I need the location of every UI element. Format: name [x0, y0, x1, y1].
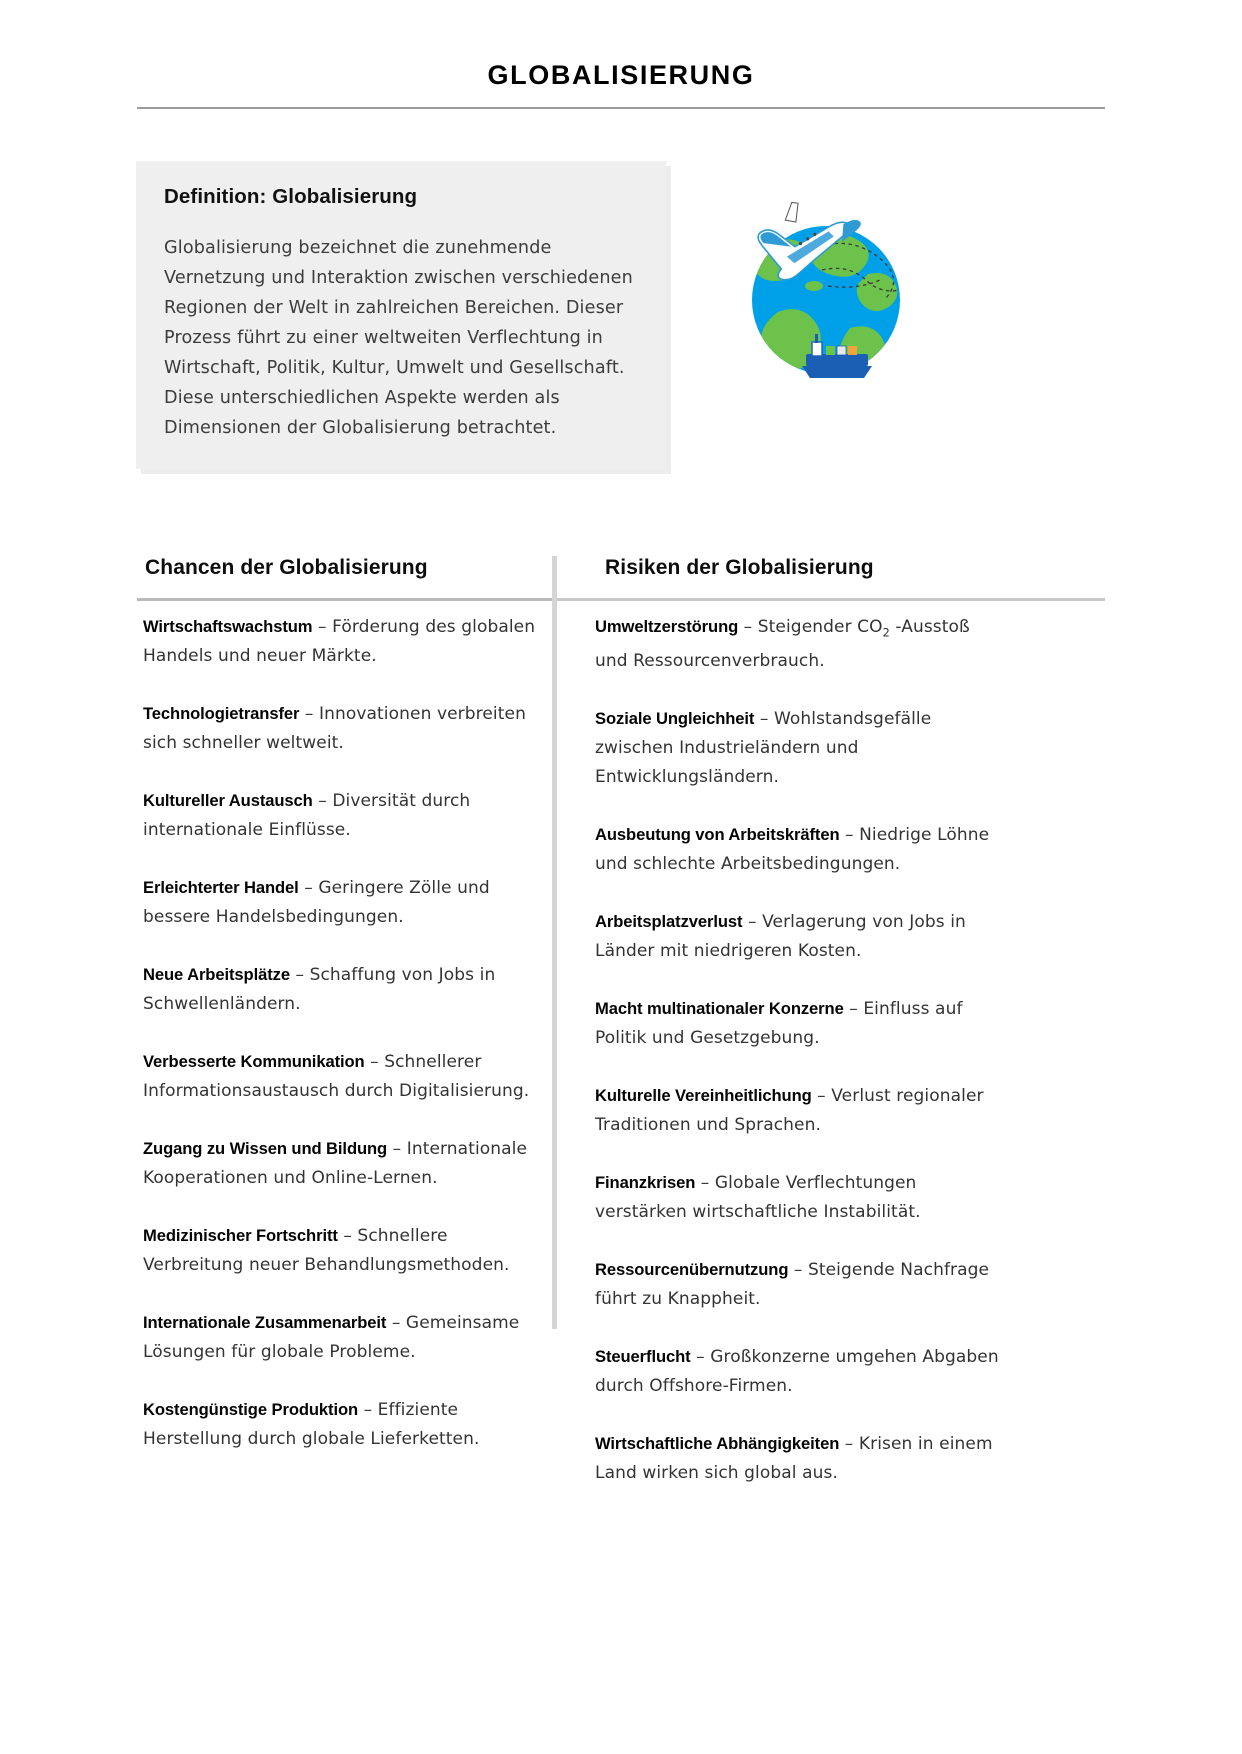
column-risiken-list [589, 612, 1005, 1488]
entry-dash: – [742, 912, 763, 933]
list-item [143, 873, 543, 932]
list-item [143, 612, 543, 671]
list-item [595, 1081, 1005, 1140]
entry-term: Kultureller Austausch [143, 791, 313, 810]
entry-dash: – [364, 1052, 385, 1072]
list-item [595, 704, 1005, 792]
entry-term: Umweltzerstörung [595, 617, 739, 636]
entry-dash: – [298, 878, 319, 898]
entry-term: Internationale Zusammenarbeit [143, 1313, 387, 1332]
column-header-risiken: Risiken der Globalisierung [605, 556, 874, 579]
entry-description: Globale Verflechtungen verstärken wirtschaftliche Instabilität. [595, 1173, 921, 1223]
entry-description: Niedrige Löhne und schlechte Arbeitsbedingungen. [595, 825, 990, 875]
entry-description: Diversität durch internationale Einflüsse. [143, 791, 471, 840]
entry-term: Verbesserte Kommunikation [143, 1052, 365, 1071]
definition-heading: Definition: Globalisierung [164, 185, 418, 208]
comparison-table [137, 556, 1105, 600]
list-item [595, 612, 1005, 676]
list-item [595, 1342, 1005, 1401]
subscript: 2 [882, 626, 890, 640]
column-header-chancen: Chancen der Globalisierung [145, 556, 428, 579]
list-item [595, 820, 1005, 879]
entry-description: Verlust regionaler Traditionen und Sprachen. [595, 1086, 984, 1136]
entry-dash: – [312, 617, 333, 637]
list-item [143, 1047, 543, 1106]
list-item [595, 1168, 1005, 1227]
entry-term: Steuerflucht [595, 1347, 691, 1367]
column-chancen-list [137, 612, 553, 1488]
header-divider [137, 107, 1105, 109]
entry-term: Technologietransfer [143, 704, 300, 723]
entry-dash: – [312, 791, 333, 811]
entry-dash: – [387, 1139, 407, 1159]
entry-description: Großkonzerne umgehen Abgaben durch Offshore-Firmen. [595, 1347, 999, 1397]
list-item [143, 699, 543, 758]
list-item [143, 1395, 543, 1454]
entry-term: Kulturelle Vereinheitlichung [595, 1086, 812, 1106]
list-item [595, 1255, 1005, 1314]
list-item [143, 1308, 543, 1367]
entry-description: Effiziente Herstellung durch globale Lieferketten. [143, 1400, 480, 1449]
entry-description: Steigende Nachfrage führt zu Knappheit. [595, 1260, 990, 1310]
entry-dash: – [337, 1226, 358, 1246]
entry-description: Förderung des globalen Handels und neuer Märkte. [143, 617, 536, 666]
entry-dash: – [843, 999, 864, 1020]
entry-dash: – [695, 1173, 715, 1194]
list-item [595, 907, 1005, 966]
entry-term: Wirtschaftswachstum [143, 617, 313, 636]
entry-description: Verlagerung von Jobs in Länder mit niedrigeren Kosten. [595, 912, 966, 962]
entry-term: Kostengünstige Produktion [143, 1400, 359, 1419]
definition-body: Globalisierung bezeichnet die zunehmende Vernetzung und Interaktion zwischen verschiedenen Regionen der Welt in zahlreichen Bereichen. Dieser Prozess führt zu einer weltweiten Verflechtung in Wirtschaft, Politik, Kultur, Umwelt und Gesellschaft. Diese unterschiedlichen Aspekte werden als Dimensionen der Globalisierung betrachtet. [164, 238, 633, 438]
entry-description: Schnellerer Informationsaustausch durch Digitalisierung. [143, 1052, 530, 1101]
list-item [595, 994, 1005, 1053]
page-title: GLOBALISIERUNG [487, 60, 755, 90]
comparison-headers [137, 556, 1105, 600]
globe-illustration [718, 182, 928, 382]
entry-dash: – [839, 825, 860, 846]
globe-icon [718, 182, 928, 382]
list-item [143, 960, 543, 1019]
entry-description: Innovationen verbreiten sich schneller weltweit. [143, 704, 526, 753]
list-item [595, 1429, 1005, 1488]
list-item [143, 1134, 543, 1193]
entry-dash: – [358, 1400, 378, 1420]
entry-term: Ausbeutung von Arbeitskräften [595, 825, 840, 845]
entry-dash: – [811, 1086, 832, 1107]
definition-card [136, 161, 666, 469]
entry-description: Internationale Kooperationen und Online-Lernen. [143, 1139, 528, 1188]
entry-dash: – [839, 1434, 859, 1455]
entry-description: Geringere Zölle und bessere Handelsbedingungen. [143, 878, 490, 927]
entry-description: Schaffung von Jobs in Schwellenländern. [143, 965, 496, 1014]
entry-term: Finanzkrisen [595, 1173, 696, 1193]
entry-dash: – [738, 617, 758, 637]
header-row-divider-left [137, 598, 553, 601]
list-item [143, 786, 543, 845]
entry-dash: – [299, 704, 319, 724]
entry-term: Arbeitsplatzverlust [595, 912, 743, 932]
entry-dash: – [690, 1347, 711, 1368]
entry-term: Medizinischer Fortschritt [143, 1226, 338, 1245]
entry-term: Neue Arbeitsplätze [143, 965, 290, 984]
entry-description: Einfluss auf Politik und Gesetzgebung. [595, 999, 963, 1049]
comparison-body [137, 612, 1105, 1488]
entry-term: Soziale Ungleichheit [595, 709, 755, 729]
entry-dash: – [754, 709, 774, 730]
entry-description: Schnellere Verbreitung neuer Behandlungsmethoden. [143, 1226, 510, 1275]
entry-dash: – [289, 965, 310, 985]
entry-term: Zugang zu Wissen und Bildung [143, 1139, 388, 1158]
entry-term: Erleichterter Handel [143, 878, 299, 897]
list-item [143, 1221, 543, 1280]
entry-term: Wirtschaftliche Abhängigkeiten [595, 1434, 840, 1454]
entry-description: Gemeinsame Lösungen für globale Probleme. [143, 1313, 520, 1362]
entry-dash: – [386, 1313, 406, 1333]
entry-term: Macht multinationaler Konzerne [595, 999, 844, 1019]
entry-dash: – [788, 1260, 808, 1281]
entry-term: Ressourcenübernutzung [595, 1260, 789, 1280]
entry-description: Krisen in einem Land wirken sich global aus. [595, 1434, 993, 1484]
entry-description: Wohlstandsgefälle zwischen Industrieländern und Entwicklungsländern. [595, 709, 932, 788]
entry-description: Steigender $CO_2$ -Ausstoß und Ressourcenverbrauch. [595, 617, 970, 672]
